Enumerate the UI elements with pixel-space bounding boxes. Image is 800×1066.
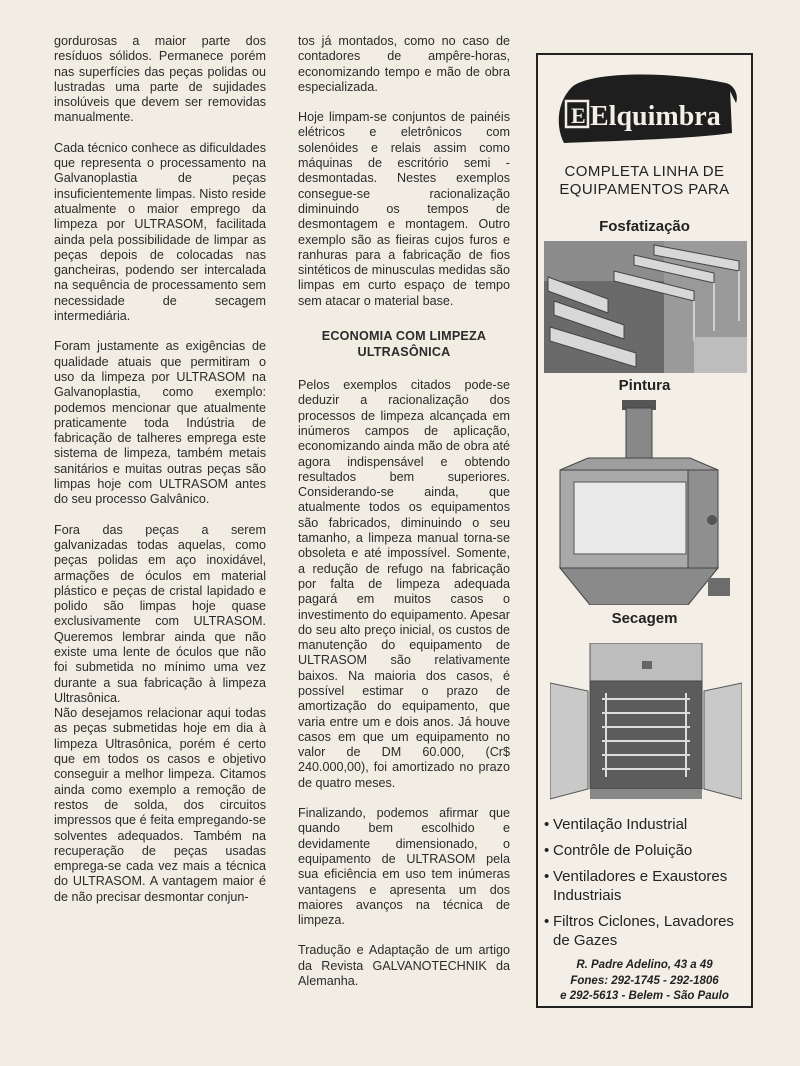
secagem-photo xyxy=(550,643,742,803)
list-item: • Ventiladores e Exaustores Industriais xyxy=(544,868,728,904)
list-item: • Contrôle de Poluição xyxy=(544,842,693,859)
list-item: • Ventilação Industrial xyxy=(544,816,688,833)
tagline-line-2: EQUIPAMENTOS PARA xyxy=(559,181,730,198)
paragraph: Pelos exemplos citados pode-se deduzir a racionalização dos processos de limpeza alcançada em inúmeros campos de aplicação, economizando ainda mão de obra até agora indispensável e obtendo resultados bem superiores. Considerando-se ainda, que atualmente todos os equipamentos são fabricados, diminuindo o seu tamanho, a limpeza manual torna-se obsoleta e até impossível. Somente, a redução de refugo na fabricação por falta de limpeza adequada pagará em muitos casos o investimento do equipamento. Apesar do seu alto preço inicial, os custos de manutenção do equipamento de ULTRASOM são relativamente baixos. Na maioria dos casos, é possível estimar o prazo de amortização do equipamento, que varia entre um e dois anos. Já houve casos em que um equipamento no valor de DM 60.000, (Cr$ 240.000,00), foi amortizado no prazo de quatro meses. xyxy=(298,378,510,790)
paragraph: Cada técnico conhece as dificuldades que representa o processamento na Galvanoplastia de peças insuficientemente limpas. Nisto reside atualmente o maior emprego da limpeza por ULTRASOM, facilitada ainda pela possibilidade de limpar as peças depois de colocadas nas gancheiras, podendo ser intercalada na sequência de processamento sem necessidade de secagem intermediária. xyxy=(54,140,266,324)
paragraph: Finalizando, podemos afirmar que quando bem escolhido e devidamente dimensionado, o equipamento de ULTRASOM pela sua eficiência em uso tem inúmeras vantagens e apresenta um dos maiores avanços na técnica de limpeza. xyxy=(298,806,510,928)
phone-line: e 292-5613 - Belem - São Paulo xyxy=(560,990,729,1002)
article-column-1 xyxy=(54,34,266,905)
paragraph: gordurosas a maior parte dos resíduos sólidos. Permanece porém nas superfícies das peças polidas ou lustradas uma parte de sujidades insolúveis que devem ser removidas manualmente. xyxy=(54,34,266,125)
paragraph: Não desejamos relacionar aqui todas as peças submetidas hoje em dia à limpeza Ultrasônica, porém é certo que em todos os casos e objetivo conseguir a melhor limpeza. Citamos ainda como exemplo a remoção de restos de solda, dos circuitos impressos que é feita empregando-se solventes adequados. Também na recuperação de peças usadas emprega-se cada vez mais a técnica do ULTRASOM. A vantagem maior é de não precisar desmontar conjun- xyxy=(54,706,266,904)
address-block xyxy=(538,958,751,1005)
services-list xyxy=(544,815,749,957)
elquimbra-advertisement xyxy=(536,53,753,1008)
pintura-photo xyxy=(548,400,738,605)
list-item: • Filtros Ciclones, Lavadores de Gazes xyxy=(544,913,734,949)
fosfatizacao-photo xyxy=(544,241,747,373)
address-line: R. Padre Adelino, 43 a 49 xyxy=(576,959,713,971)
logo-mark: E xyxy=(571,103,586,128)
section-heading: ECONOMIA COM LIMPEZA ULTRASÔNICA xyxy=(321,329,487,359)
paragraph: Fora das peças a serem galvanizadas todas aquelas, como peças polidas em aço inoxidável, armações de óculos em material plástico e peças de cristal lapidado e polido são limpas hoje quase exclusivamente com ULTRASOM. Queremos lembrar ainda que não existe uma lente de óculos que não foi submetida no mínimo uma vez durante a sua fabricação à limpeza Ultrasônica. xyxy=(54,522,266,705)
tagline-line-1: COMPLETA LINHA DE xyxy=(564,163,725,180)
paragraph: Foram justamente as exigências de qualidade atuais que permitiram o uso da limpeza por ULTRASOM na Galvanoplastia, como exemplo: podemos mencionar que atualmente praticamente toda Indústria de fabricação de talheres emprega este sistema de limpeza, também metais sanitários e muitas outras peças são limpas hoje com ULTRASOM antes do seu processo Galvânico. xyxy=(54,339,266,507)
paragraph: Tradução e Adaptação de um artigo da Revista GALVANOTECHNIK da Alemanha. xyxy=(298,943,510,989)
logo-text: Elquimbra xyxy=(590,101,721,132)
article-column-2 xyxy=(298,34,510,1004)
caption-secagem: Secagem xyxy=(611,610,678,627)
paragraph: tos já montados, como no caso de contadores de ampêre-horas, economizando tempo e mão de obra especializada. xyxy=(298,34,510,94)
paragraph: Hoje limpam-se conjuntos de painéis elétricos e eletrônicos com solenóides e relais assim como máquinas de escritório semi - desmontadas. Nestes exemplos consegue-se racionalização diminuindo os tempos de desmontagem e montagem. Outro exemplo são as fieiras cujos furos e ranhuras para a fabricação de fios sintéticos de minusculas medidas são limpas em curto espaço de tempo sem atacar o material base. xyxy=(298,110,510,308)
caption-pintura: Pintura xyxy=(618,377,671,394)
elquimbra-logo xyxy=(550,73,739,145)
phone-line: Fones: 292-1745 - 292-1806 xyxy=(570,974,719,987)
caption-fosfatizacao: Fosfatização xyxy=(599,218,690,235)
